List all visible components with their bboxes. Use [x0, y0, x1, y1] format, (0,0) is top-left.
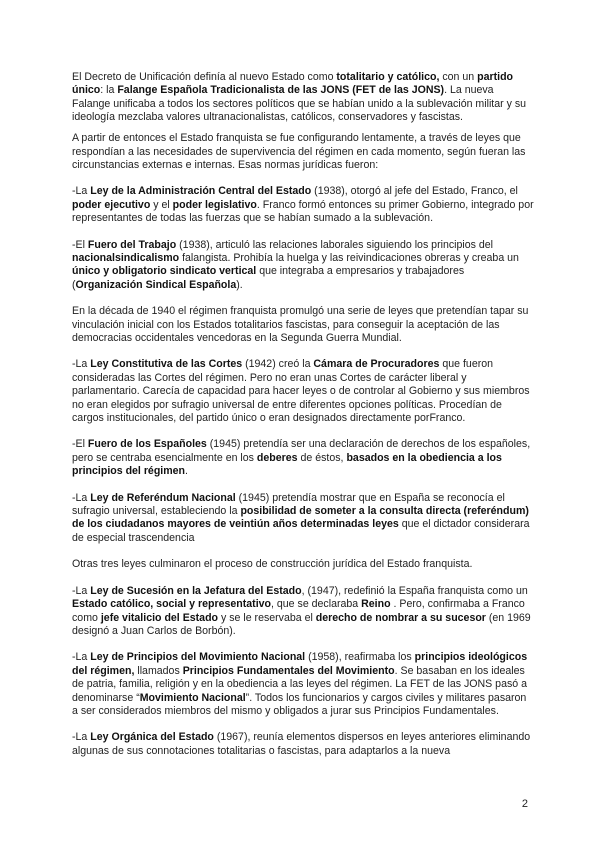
- text-run: llamados: [134, 664, 183, 677]
- paragraph-ley-principios-movimiento: [72, 651, 534, 718]
- text-run: -La: [72, 491, 91, 504]
- bold-text-run: poder legislativo: [172, 198, 257, 211]
- text-run: , (1947), redefinió la España franquista como un: [301, 584, 528, 597]
- paragraph-otras-tres-leyes: [72, 558, 534, 571]
- bold-text-run: Falange Española Tradicionalista de las JONS (FET de las JONS): [117, 84, 445, 97]
- text-run: A partir de entonces el Estado franquista se fue configurando lentamente, a través de leyes que respondían a las necesidades de supervivencia del régimen en cada momento, según fueran las circunstancias externas e internas. Esas normas jurídicas fueron:: [72, 132, 526, 171]
- bold-text-run: deberes: [256, 451, 298, 464]
- text-run: de éstos,: [297, 451, 347, 464]
- text-run: . Se basaban en los ideales de patria, familia, religión y en la obediencia a las leyes del régimen. La FET de las JONS pasó a denominarse “: [72, 664, 527, 704]
- bold-text-run: Reino: [361, 598, 391, 611]
- paragraph-decreto-unificacion: [72, 71, 534, 125]
- text-run: ).: [236, 278, 243, 291]
- text-run: (1942) creó la: [242, 358, 314, 371]
- text-run: falangista. Prohibía la huelga y las reivindicaciones obreras y creaba un: [179, 251, 519, 264]
- bold-text-run: Fuero del Trabajo: [87, 238, 177, 251]
- bold-text-run: único y obligatorio sindicato vertical: [72, 265, 257, 278]
- document-body: [72, 71, 534, 766]
- paragraph-fuero-trabajo: [72, 239, 534, 293]
- text-run: -La: [72, 584, 91, 597]
- text-run: En la década de 1940 el régimen franquista promulgó una serie de leyes que pretendían tapar su vinculación inicial con los Estados totalitarios fascistas, para conseguir la aceptación de las democracias occidentales vencedoras en la Segunda Guerra Mundial.: [72, 305, 529, 344]
- text-run: -El: [72, 438, 88, 451]
- text-run: -La: [72, 185, 91, 198]
- bold-text-run: Movimiento Nacional: [139, 691, 246, 704]
- bold-text-run: poder ejecutivo: [72, 198, 151, 211]
- text-run: . Franco formó entonces su primer Gobierno, integrado por representantes de todas las fuerzas que se habían sumado a la sublevación.: [72, 198, 534, 225]
- bold-text-run: principios ideológicos del régimen,: [72, 651, 528, 677]
- text-run: -El: [72, 238, 88, 251]
- text-run: (1967), reunía elementos dispersos en leyes anteriores eliminando algunas de sus connotaciones totalitarias o fascistas, para adaptarlos a la nueva: [72, 731, 531, 757]
- text-run: que integraba a empresarios y trabajadores (: [72, 265, 465, 291]
- text-run: , que se declaraba: [271, 598, 362, 611]
- bold-text-run: basados en la obediencia a los principios del régimen: [72, 451, 502, 478]
- paragraph-ley-organica: [72, 731, 534, 758]
- bold-text-run: derecho de nombrar a su sucesor: [315, 611, 486, 624]
- paragraph-fuero-espanoles: [72, 438, 534, 478]
- paragraph-ley-constitutiva-cortes: [72, 358, 534, 425]
- bold-text-run: totalitario y católico,: [336, 71, 440, 83]
- text-run: -La: [72, 358, 91, 371]
- bold-text-run: nacionalsindicalismo: [72, 251, 180, 264]
- text-run: ”. Todos los funcionarios y cargos civiles y militares pasaron a ser considerados miembros del mismo y obligados a jurar sus Principios Fundamentales.: [72, 691, 527, 717]
- paragraph-ley-referendum: [72, 492, 534, 546]
- text-run: que el dictador considerara de especial trascendencia: [72, 518, 530, 544]
- text-run: -La: [72, 651, 91, 664]
- text-run: : la: [100, 84, 118, 97]
- text-run: con un: [439, 71, 478, 83]
- text-run: y el: [150, 198, 173, 211]
- text-run: (en 1969 designó a Juan Carlos de Borbón).: [72, 611, 531, 637]
- text-run: El Decreto de Unificación definía al nuevo Estado como: [72, 71, 337, 83]
- text-run: . La nueva Falange unificaba a todos los sectores políticos que se habían unido a la sublevación militar y su ideología mezclaba valores ultranacionalistas, católicos, conservadores y fascistas.: [72, 84, 527, 124]
- bold-text-run: partido único: [72, 71, 514, 97]
- bold-text-run: Ley de Sucesión en la Jefatura del Estado: [90, 584, 302, 597]
- text-run: (1945) pretendía mostrar que en España se reconocía el sufragio universal, estableciendo la: [72, 491, 505, 518]
- page-number: 2: [521, 798, 528, 810]
- text-run: (1938), articuló las relaciones laborales siguiendo los principios del: [176, 238, 494, 251]
- text-run: -La: [72, 731, 91, 744]
- bold-text-run: Fuero de los Españoles: [87, 438, 207, 451]
- bold-text-run: Ley de la Administración Central del Estado: [90, 185, 312, 198]
- paragraph-ley-administracion-central: [72, 185, 534, 225]
- bold-text-run: jefe vitalicio del Estado: [100, 611, 219, 624]
- text-run: (1945) pretendía ser una declaración de derechos de los españoles, pero se centraba esencialmente en los: [72, 438, 531, 464]
- text-run: (1938), otorgó al jefe del Estado, Franco, el: [311, 185, 518, 198]
- bold-text-run: Principios Fundamentales del Movimiento: [182, 664, 395, 677]
- bold-text-run: Ley Orgánica del Estado: [90, 731, 214, 744]
- paragraph-decada-1940: [72, 305, 534, 345]
- bold-text-run: Cámara de Procuradores: [313, 358, 440, 371]
- bold-text-run: Ley Constitutiva de las Cortes: [90, 358, 243, 371]
- text-run: y se le reservaba el: [218, 611, 316, 624]
- paragraph-ley-sucesion: [72, 585, 534, 639]
- text-run: (1958), reafirmaba los: [305, 651, 415, 664]
- text-run: . Pero, confirmaba a Franco como: [72, 598, 525, 624]
- text-run: que fueron consideradas las Cortes del régimen. Pero no eran unas Cortes de carácter liberal y parlamentario. Carecía de capacidad para hacer leyes o de controlar al Gobierno y sus miembros no eran elegidos por sufragio universal de entre diferentes opciones políticas. Procedían de cargos institucionales, del partido único o eran designados directamente porFranco.: [72, 358, 530, 425]
- bold-text-run: Estado católico, social y representativo: [72, 598, 272, 611]
- bold-text-run: Ley de Principios del Movimiento Nacional: [90, 651, 306, 664]
- text-run: .: [185, 465, 188, 478]
- bold-text-run: posibilidad de someter a la consulta directa (referéndum) de los ciudadanos mayores de veintiún años determinadas leyes: [72, 505, 529, 531]
- bold-text-run: Organización Sindical Española: [75, 278, 237, 291]
- bold-text-run: Ley de Referéndum Nacional: [90, 491, 236, 504]
- text-run: Otras tres leyes culminaron el proceso de construcción jurídica del Estado franquista.: [72, 558, 473, 571]
- paragraph-configuracion-estado: [72, 132, 534, 172]
